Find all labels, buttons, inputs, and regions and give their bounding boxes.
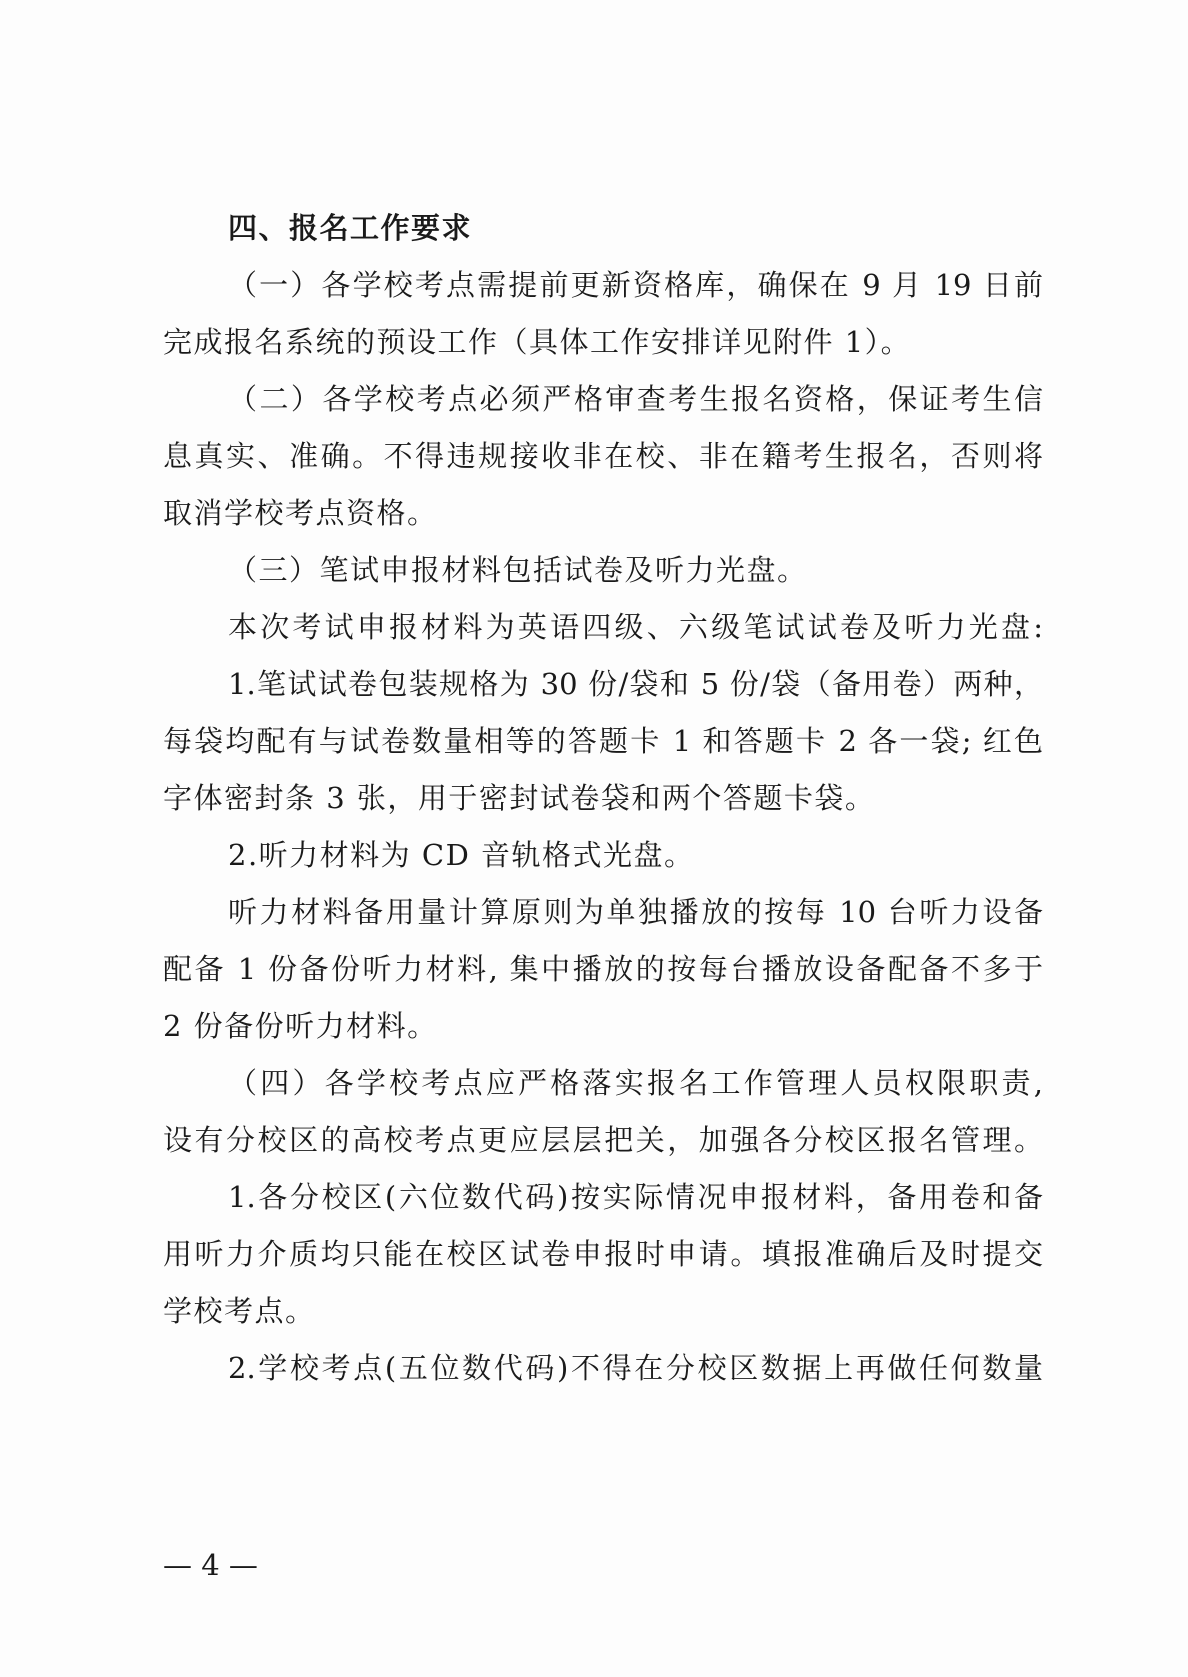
paragraph-line: 配备 1 份备份听力材料, 集中播放的按每台播放设备配备不多于 — [163, 952, 1043, 986]
paragraph-line: 息真实、准确。不得违规接收非在校、非在籍考生报名，否则将 — [163, 439, 1043, 473]
paragraph-line: （一）各学校考点需提前更新资格库，确保在 9 月 19 日前 — [228, 268, 1043, 302]
page-number: — 4 — — [163, 1548, 258, 1582]
paragraph-line: 字体密封条 3 张，用于密封试卷袋和两个答题卡袋。 — [163, 781, 876, 815]
paragraph-line: 2 份备份听力材料。 — [163, 1009, 438, 1043]
paragraph-line: 设有分校区的高校考点更应层层把关，加强各分校区报名管理。 — [163, 1123, 1043, 1157]
paragraph-line: 1.各分校区(六位数代码)按实际情况申报材料，备用卷和备 — [228, 1180, 1043, 1214]
paragraph-line: （二）各学校考点必须严格审查考生报名资格，保证考生信 — [228, 382, 1043, 416]
paragraph-line: （四）各学校考点应严格落实报名工作管理人员权限职责, — [228, 1066, 1043, 1100]
paragraph-line: 2.听力材料为 CD 音轨格式光盘。 — [228, 838, 695, 872]
paragraph-line: 取消学校考点资格。 — [163, 496, 438, 530]
paragraph-line: 听力材料备用量计算原则为单独播放的按每 10 台听力设备 — [228, 895, 1043, 929]
paragraph-line: 本次考试申报材料为英语四级、六级笔试试卷及听力光盘: — [228, 610, 1043, 644]
paragraph-line: 用听力介质均只能在校区试卷申报时申请。填报准确后及时提交 — [163, 1237, 1043, 1271]
paragraph-line: 2.学校考点(五位数代码)不得在分校区数据上再做任何数量 — [228, 1351, 1043, 1385]
paragraph-line: 每袋均配有与试卷数量相等的答题卡 1 和答题卡 2 各一袋; 红色 — [163, 724, 1043, 758]
paragraph-line: 学校考点。 — [163, 1294, 316, 1328]
paragraph-line: （三）笔试申报材料包括试卷及听力光盘。 — [228, 553, 808, 587]
paragraph-line: 完成报名系统的预设工作（具体工作安排详见附件 1）。 — [163, 325, 912, 359]
section-heading: 四、报名工作要求 — [228, 211, 473, 245]
paragraph-line: 1.笔试试卷包装规格为 30 份/袋和 5 份/袋（备用卷）两种， — [228, 667, 1043, 701]
